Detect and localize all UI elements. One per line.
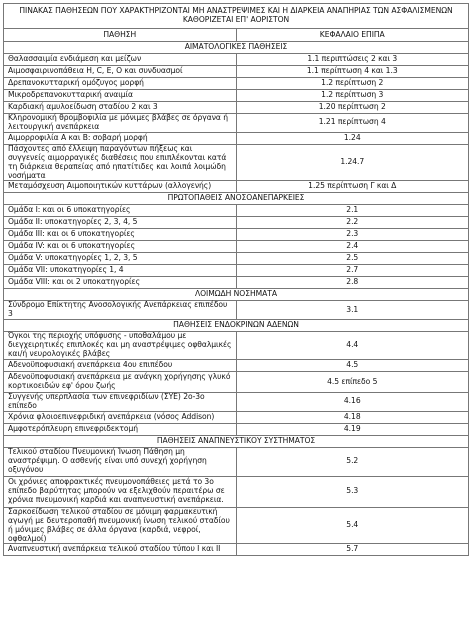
chapter-cell: 5.2 (236, 447, 469, 476)
chapter-cell: 4.16 (236, 392, 469, 411)
section-heading-row (4, 289, 469, 301)
chapter-cell: 1.21 περίπτωση 4 (236, 114, 469, 133)
table-row (4, 371, 469, 392)
condition-cell: Συγγενής υπερπλασία των επινεφριδίων (ΣΥΕ) 2ο-3ο επίπεδο (4, 392, 237, 411)
column-header-row (4, 29, 469, 42)
conditions-table (3, 3, 469, 556)
table-row (4, 392, 469, 411)
chapter-cell: 2.7 (236, 265, 469, 277)
table-row (4, 277, 469, 289)
table-row (4, 66, 469, 78)
chapter-cell: 1.24.7 (236, 144, 469, 181)
table-row (4, 181, 469, 193)
chapter-cell: 3.1 (236, 301, 469, 320)
condition-cell: Ομάδα ΙΙΙ: και οι 6 υποκατηγορίες (4, 229, 237, 241)
table-row (4, 205, 469, 217)
table-row (4, 301, 469, 320)
table-title: ΠΙΝΑΚΑΣ ΠΑΘΗΣΕΩΝ ΠΟΥ ΧΑΡΑΚΤΗΡΙΖΟΝΤΑΙ ΜΗ ΑΝΑΣΤΡΕΨΙΜΕΣ ΚΑΙ Η ΔΙΑΡΚΕΙΑ ΑΝΑΠΗΡΙΑΣ ΤΩΝ ΑΣΦΑΛΙΣΜΕΝΩΝ ΚΑΘΟΡΙΖΕΤΑΙ ΕΠ' ΑΟΡΙΣΤΟΝ (4, 4, 469, 29)
section-heading-infectious: ΛΟΙΜΩΔΗ ΝΟΣΗΜΑΤΑ (4, 289, 469, 301)
condition-cell: Αναπνευστική ανεπάρκεια τελικού σταδίου τύπου Ι και ΙΙ (4, 544, 237, 556)
section-heading-row (4, 193, 469, 205)
table-row (4, 114, 469, 133)
condition-cell: Καρδιακή αμυλοείδωση σταδίου 2 και 3 (4, 102, 237, 114)
chapter-cell: 4.5 επίπεδο 5 (236, 371, 469, 392)
condition-cell: Σαρκοείδωση τελικού σταδίου σε μόνιμη φαρμακευτική αγωγή με δευτεροπαθή πνευμονική ίνωση τελικού σταδίου ή μόνιμες βλάβες σε άλλα όργανα (καρδιά, νεφροί, οφθαλμοί) (4, 507, 237, 544)
condition-cell: Μικροδρεπανοκυτταρική αναιμία (4, 90, 237, 102)
condition-cell: Χρόνια φλοιοεπινεφριδική ανεπάρκεια (νόσος Addison) (4, 411, 237, 423)
condition-cell: Ομάδα VIII: και οι 2 υποκατηγορίες (4, 277, 237, 289)
chapter-cell: 4.4 (236, 332, 469, 360)
section-heading-hematology: ΑΙΜΑΤΟΛΟΓΙΚΕΣ ΠΑΘΗΣΕΙΣ (4, 42, 469, 54)
chapter-cell: 5.4 (236, 507, 469, 544)
condition-cell: Όγκοι της περιοχής υπόφυσης - υποθαλάμου με διεγχειρητικές επιπλοκές και μη αναστρέψιμες οφθαλμικές και/ή νευρολογικές βλάβες (4, 332, 237, 360)
table-row (4, 544, 469, 556)
condition-cell: Ομάδα ΙV: και οι 6 υποκατηγορίες (4, 241, 237, 253)
chapter-cell: 2.3 (236, 229, 469, 241)
table-row (4, 241, 469, 253)
condition-cell: Κληρονομική θρομβοφιλία με μόνιμες βλάβες σε όργανα ή λειτουργική ανεπάρκεια (4, 114, 237, 133)
chapter-cell: 5.3 (236, 476, 469, 507)
table-title-row (4, 4, 469, 29)
table-row (4, 217, 469, 229)
chapter-cell: 2.8 (236, 277, 469, 289)
chapter-cell: 1.1 περίπτωση 4 και 1.3 (236, 66, 469, 78)
chapter-cell: 1.2 περίπτωση 2 (236, 78, 469, 90)
section-heading-row (4, 42, 469, 54)
table-row (4, 132, 469, 144)
table-row (4, 229, 469, 241)
table-row (4, 265, 469, 277)
condition-cell: Οι χρόνιες αποφρακτικές πνευμονοπάθειες μετά το 3ο επίπεδο βαρύτητας μπορούν να εξελιχθούν περαιτέρω σε χρόνια πνευμονική καρδιά και αναπνευστική ανεπάρκεια. (4, 476, 237, 507)
section-heading-respiratory: ΠΑΘΗΣΕΙΣ ΑΝΑΠΝΕΥΣΤΙΚΟΥ ΣΥΣΤΗΜΑΤΟΣ (4, 435, 469, 447)
chapter-cell: 2.2 (236, 217, 469, 229)
section-heading-row (4, 320, 469, 332)
condition-cell: Δρεπανοκυτταρική ομόζυγος μορφή (4, 78, 237, 90)
chapter-cell: 1.20 περίπτωση 2 (236, 102, 469, 114)
table-row (4, 507, 469, 544)
section-heading-immunodeficiencies: ΠΡΩΤΟΠΑΘΕΙΣ ΑΝΟΣΟΑΝΕΠΑΡΚΕΙΕΣ (4, 193, 469, 205)
chapter-cell: 1.24 (236, 132, 469, 144)
chapter-cell: 5.7 (236, 544, 469, 556)
chapter-cell: 2.5 (236, 253, 469, 265)
table-row (4, 411, 469, 423)
condition-cell: Τελικού σταδίου Πνευμονική Ίνωση Πάθηση μη αναστρέψιμη. Ο ασθενής είναι υπό συνεχή χορήγηση οξυγόνου (4, 447, 237, 476)
condition-cell: Αδενοϋποφυσιακή ανεπάρκεια 4ου επιπέδου (4, 359, 237, 371)
condition-cell: Ομάδα VII: υποκατηγορίες 1, 4 (4, 265, 237, 277)
condition-cell: Ομάδα ΙΙ: υποκατηγορίες 2, 3, 4, 5 (4, 217, 237, 229)
table-row (4, 423, 469, 435)
chapter-cell: 1.1 περιπτώσεις 2 και 3 (236, 54, 469, 66)
condition-cell: Θαλασσαιμία ενδιάμεση και μείζων (4, 54, 237, 66)
column-header-chapter: ΚΕΦΑΛΑΙΟ ΕΠΙΠΑ (236, 29, 469, 42)
chapter-cell: 1.2 περίπτωση 3 (236, 90, 469, 102)
chapter-cell: 4.5 (236, 359, 469, 371)
chapter-cell: 1.25 περίπτωση Γ και Δ (236, 181, 469, 193)
table-row (4, 54, 469, 66)
section-heading-row (4, 435, 469, 447)
table-row (4, 102, 469, 114)
condition-cell: Μεταμόσχευση Αιμοποιητικών κυττάρων (αλλογενής) (4, 181, 237, 193)
table-row (4, 359, 469, 371)
condition-cell: Ομάδα V: υποκατηγορίες 1, 2, 3, 5 (4, 253, 237, 265)
table-row (4, 476, 469, 507)
column-header-condition: ΠΑΘΗΣΗ (4, 29, 237, 42)
chapter-cell: 4.19 (236, 423, 469, 435)
chapter-cell: 2.1 (236, 205, 469, 217)
condition-cell: Αμφοτερόπλευρη επινεφριδεκτομή (4, 423, 237, 435)
condition-cell: Πάσχοντες από έλλειψη παραγόντων πήξεως και συγγενείς αιμορραγικές διαθέσεις που επιπλέκονται κατά τη διάρκεια θεραπείας από ηπατίτιδες και λοιπά λοιμώδη νοσήματα (4, 144, 237, 181)
table-row (4, 253, 469, 265)
condition-cell: Ομάδα Ι: και οι 6 υποκατηγορίες (4, 205, 237, 217)
condition-cell: Αιμοσφαιρινοπάθεια Η, C, E, O και συνδυασμοί (4, 66, 237, 78)
table-row (4, 332, 469, 360)
section-heading-endocrine: ΠΑΘΗΣΕΙΣ ΕΝΔΟΚΡΙΝΩΝ ΑΔΕΝΩΝ (4, 320, 469, 332)
table-row (4, 144, 469, 181)
table-row (4, 447, 469, 476)
condition-cell: Σύνδρομο Επίκτητης Ανοσολογικής Ανεπάρκειας επιπέδου 3 (4, 301, 237, 320)
table-row (4, 78, 469, 90)
condition-cell: Αιμορροφιλία Α και Β: σοβαρή μορφή (4, 132, 237, 144)
table-row (4, 90, 469, 102)
chapter-cell: 2.4 (236, 241, 469, 253)
chapter-cell: 4.18 (236, 411, 469, 423)
document-page (3, 3, 469, 556)
condition-cell: Αδενοϋποφυσιακή ανεπάρκεια με ανάγκη χορήγησης γλυκό κορτικοειδών εφ' όρου ζωής (4, 371, 237, 392)
